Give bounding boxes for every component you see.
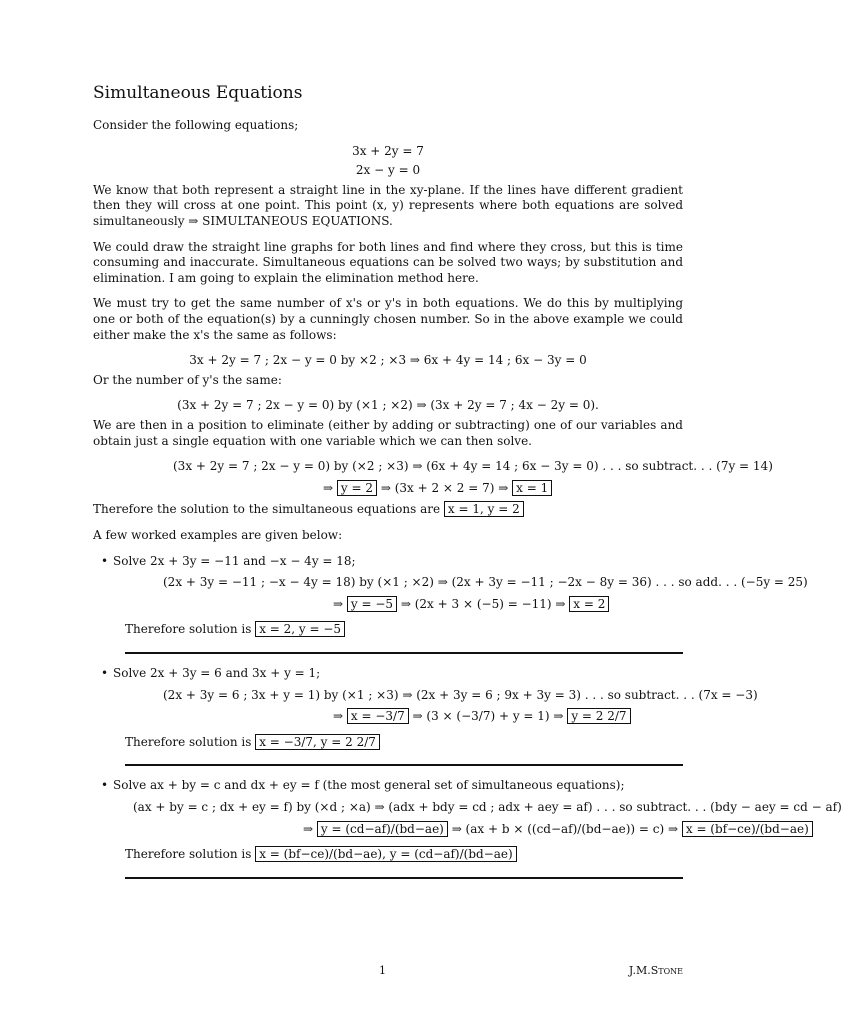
substitution-step: ⇒ (3x + 2 × 2 = 7) ⇒ — [380, 480, 509, 495]
example-working-line: (2x + 3y = −11 ; −x − 4y = 18) by (×1 ; ×2) ⇒ (2x + 3y = −11 ; −2x − 8y = 36) . . . so add. . . (−5y = 25) — [163, 575, 808, 590]
list-item — [101, 778, 842, 878]
example-question: Solve 2x + 3y = −11 and −x − 4y = 18; — [113, 553, 356, 568]
implies-symbol: ⇒ — [333, 709, 344, 724]
divider — [125, 652, 683, 654]
example-solution — [125, 735, 683, 751]
boxed-result: x = −3/7 — [347, 708, 409, 724]
author-name: J.M.Stone — [628, 964, 683, 977]
example-solution — [125, 622, 683, 638]
boxed-result: x = (bf−ce)/(bd−ae) — [682, 821, 813, 837]
paragraph-5: We are then in a position to eliminate (either by adding or subtracting) one of our variables and obtain just a single equation with one variable which we can then solve. — [93, 418, 683, 448]
bullet-icon: • — [101, 553, 109, 568]
example-result-line — [333, 597, 683, 613]
list-item — [101, 665, 758, 766]
boxed-x-result: x = 1 — [512, 480, 552, 496]
page-number: 1 — [379, 964, 386, 977]
y-multiply-equation: (3x + 2y = 7 ; 2x − y = 0) by (×1 ; ×2) ⇒ (3x + 2y = 7 ; 4x − 2y = 0). — [177, 398, 599, 413]
paragraph-2: We could draw the straight line graphs for both lines and find where they cross, but this is time consuming and inaccurate. Simultaneous equations can be solved two ways; by substitution and elimination. I am going to explain the elimination method here. — [93, 239, 683, 285]
solution-text: Therefore solution is — [125, 734, 252, 749]
substitution-step: ⇒ (ax + b × ((cd−af)/(bd−ae)) = c) ⇒ — [451, 821, 679, 836]
boxed-solution: x = (bf−ce)/(bd−ae), y = (cd−af)/(bd−ae) — [255, 846, 516, 862]
worked-examples-intro: A few worked examples are given below: — [93, 527, 343, 542]
list-item — [101, 553, 808, 654]
boxed-result: y = (cd−af)/(bd−ae) — [317, 821, 448, 837]
elimination-line-1: (3x + 2y = 7 ; 2x − y = 0) by (×2 ; ×3) ⇒ (6x + 4y = 14 ; 6x − 3y = 0) . . . so subtract. . . (7y = 14) — [173, 459, 773, 474]
example-result-line — [333, 709, 683, 725]
boxed-solution: x = 1, y = 2 — [444, 501, 524, 517]
example-result-line — [303, 821, 809, 838]
example-question: Solve ax + by = c and dx + ey = f (the most general set of simultaneous equations); — [113, 778, 625, 793]
solution-text: Therefore solution is — [125, 847, 252, 862]
solution-statement — [93, 502, 683, 518]
paragraph-3: We must try to get the same number of x's or y's in both equations. We do this by multiplying one or both of the equation(s) by a cunningly chosen number. So in the above example we could either make the x's the same as follows: — [93, 296, 683, 342]
page-title: Simultaneous Equations — [93, 83, 303, 103]
example-solution — [125, 847, 683, 863]
solution-text: Therefore solution is — [125, 622, 252, 637]
bullet-icon: • — [101, 665, 109, 680]
boxed-y-result: y = 2 — [337, 480, 377, 496]
solution-text: Therefore the solution to the simultaneous equations are — [93, 502, 441, 517]
boxed-result: y = 2 2/7 — [567, 708, 630, 724]
bullet-icon: • — [101, 778, 109, 793]
boxed-solution: x = 2, y = −5 — [255, 621, 345, 637]
document-page — [93, 82, 842, 891]
boxed-result: x = 2 — [569, 596, 609, 612]
intro-text: Consider the following equations; — [93, 118, 299, 133]
implies-symbol: ⇒ — [303, 821, 314, 836]
x-multiply-equation: 3x + 2y = 7 ; 2x − y = 0 by ×2 ; ×3 ⇒ 6x + 4y = 14 ; 6x − 3y = 0 — [189, 353, 587, 368]
implies-symbol: ⇒ — [333, 596, 344, 611]
boxed-result: y = −5 — [347, 596, 397, 612]
divider — [125, 764, 683, 766]
boxed-solution: x = −3/7, y = 2 2/7 — [255, 734, 380, 750]
example-question: Solve 2x + 3y = 6 and 3x + y = 1; — [113, 665, 321, 680]
divider — [125, 877, 683, 879]
equation-2: 2x − y = 0 — [355, 163, 421, 178]
elimination-line-2 — [323, 481, 683, 497]
substitution-step: ⇒ (3 × (−3/7) + y = 1) ⇒ — [412, 709, 564, 724]
worked-examples-list — [93, 553, 842, 879]
equation-1: 3x + 2y = 7 — [352, 143, 424, 158]
paragraph-4: Or the number of y's the same: — [93, 372, 282, 387]
example-working-line: (ax + by = c ; dx + ey = f) by (×d ; ×a) ⇒ (adx + bdy = cd ; adx + aey = af) . . . so subtract. . . (bdy − aey = cd − af) — [133, 799, 842, 814]
paragraph-1: We know that both represent a straight line in the xy-plane. If the lines have different gradient then they will cross at one point. This point (x, y) represents where both equations are solved simultaneously ⇒ SIMULTANEOUS EQUATIONS. — [93, 182, 683, 229]
substitution-step: ⇒ (2x + 3 × (−5) = −11) ⇒ — [400, 596, 566, 611]
implies-symbol: ⇒ — [323, 480, 334, 495]
example-working-line: (2x + 3y = 6 ; 3x + y = 1) by (×1 ; ×3) ⇒ (2x + 3y = 6 ; 9x + 3y = 3) . . . so subtract. . . (7x = −3) — [163, 687, 758, 702]
